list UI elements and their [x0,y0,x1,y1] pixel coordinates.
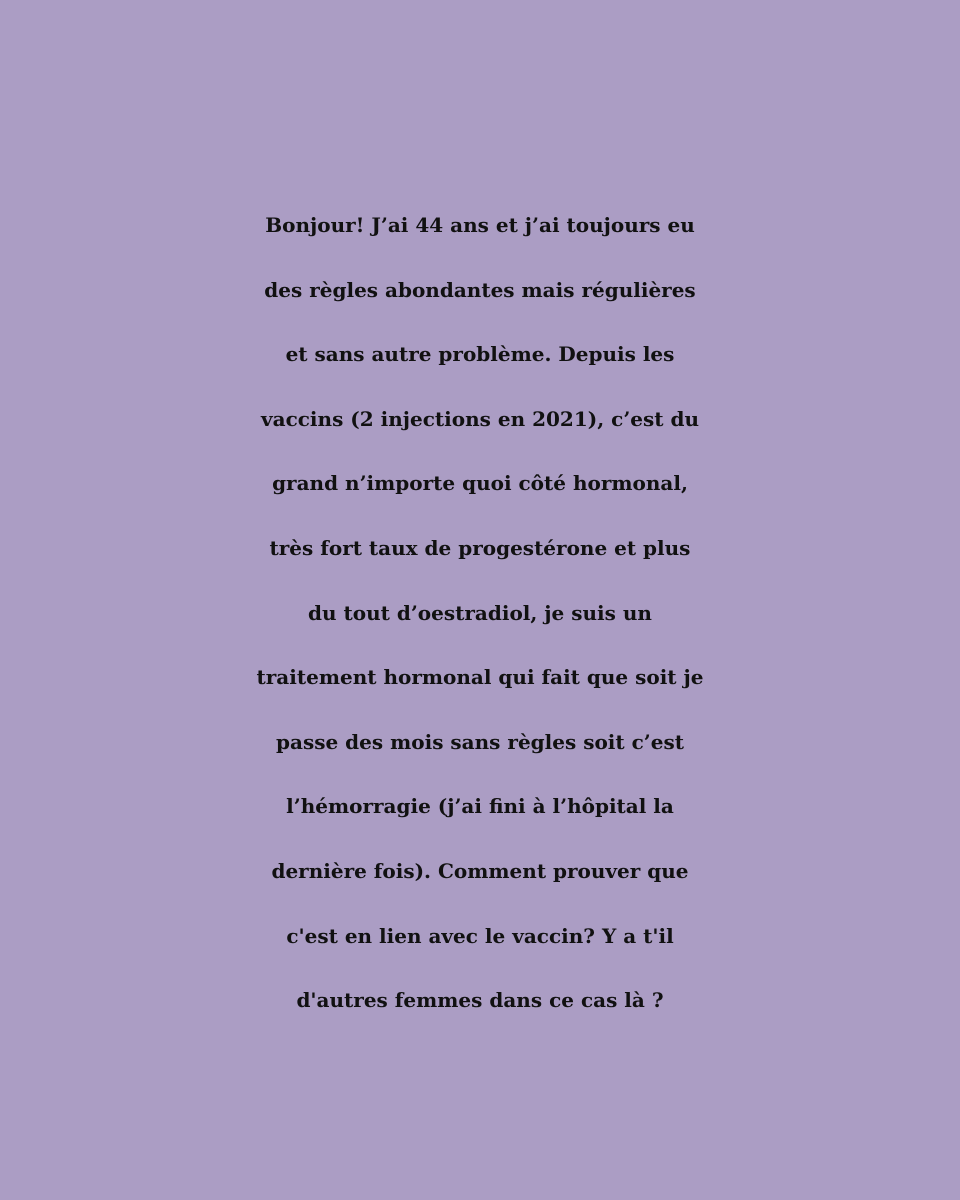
message-line: vaccins (2 injections en 2021), c’est du [261,406,699,431]
message-line: passe des mois sans règles soit c’est [276,729,684,754]
message-line: du tout d’oestradiol, je suis un [308,600,652,625]
message-text [0,193,960,1033]
message-line: des règles abondantes mais régulières [264,277,696,302]
message-line: dernière fois). Comment prouver que [271,858,689,883]
message-line: c'est en lien avec le vaccin? Y a t'il [286,923,674,948]
message-line: l’hémorragie (j’ai fini à l’hôpital la [286,794,674,819]
message-line: traitement hormonal qui fait que soit je [256,665,704,690]
message-line: très fort taux de progestérone et plus [269,535,691,560]
message-line: et sans autre problème. Depuis les [285,342,675,367]
message-line: d'autres femmes dans ce cas là ? [296,988,664,1013]
message-line: Bonjour! J’ai 44 ans et j’ai toujours eu [265,213,695,237]
message-line: grand n’importe quoi côté hormonal, [272,471,688,496]
